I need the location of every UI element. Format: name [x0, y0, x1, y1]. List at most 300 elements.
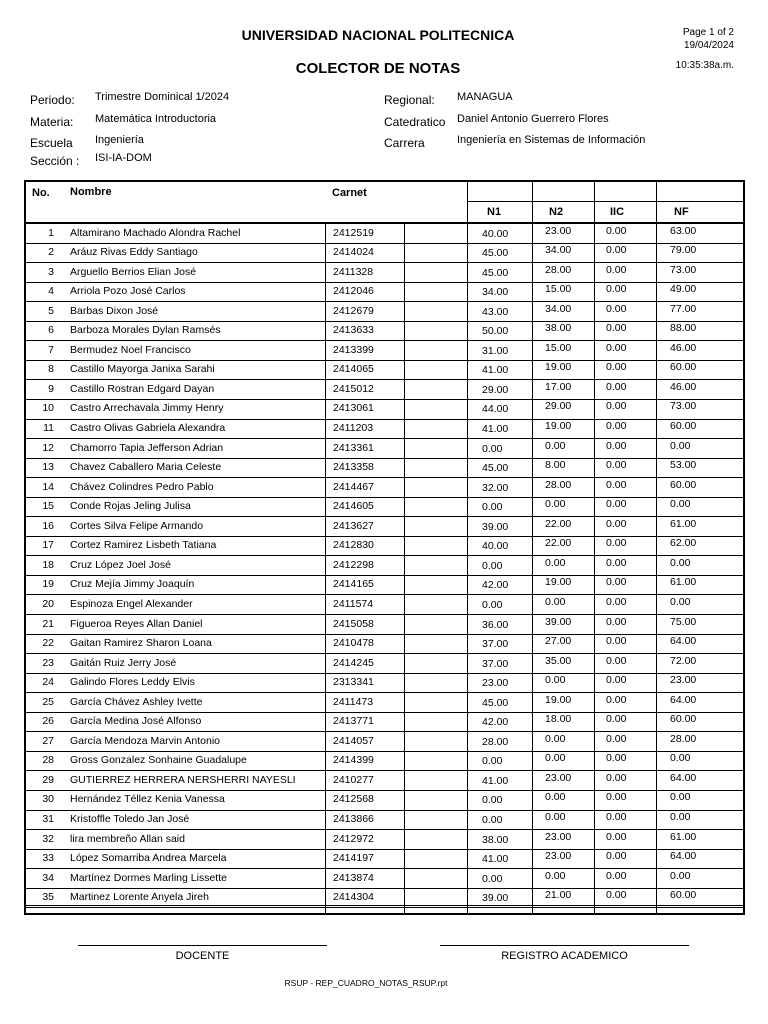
- row-divider: [24, 301, 745, 302]
- grade-nf: 79.00: [670, 244, 697, 257]
- grade-nf: 0.00: [670, 595, 691, 608]
- grade-n1: 34.00: [482, 286, 509, 299]
- column-divider: [325, 223, 326, 915]
- col-header-n2: N2: [549, 206, 564, 218]
- grade-iic: 0.00: [606, 752, 627, 765]
- row-number: 29: [42, 773, 54, 786]
- row-number: 26: [42, 715, 54, 728]
- grade-n1: 32.00: [482, 481, 509, 494]
- grade-iic: 0.00: [606, 830, 627, 843]
- grade-nf: 73.00: [670, 400, 697, 413]
- student-carnet: 2413361: [333, 441, 374, 454]
- carrera-label: Carrera: [384, 136, 425, 150]
- row-divider: [24, 379, 745, 380]
- row-number: 1: [48, 226, 54, 239]
- catedratico-label: Catedratico: [384, 115, 446, 129]
- grade-n1: 0.00: [482, 598, 503, 611]
- table-border-top: [24, 180, 745, 182]
- student-name: Cruz López Joel José: [70, 558, 171, 571]
- row-number: 12: [42, 441, 54, 454]
- row-number: 30: [42, 793, 54, 806]
- grade-nf: 64.00: [670, 771, 697, 784]
- row-divider: [24, 731, 745, 732]
- student-carnet: 2415012: [333, 382, 374, 395]
- student-carnet: 2414605: [333, 500, 374, 513]
- grade-iic: 0.00: [606, 283, 627, 296]
- row-number: 22: [42, 637, 54, 650]
- student-carnet: 2412830: [333, 539, 374, 552]
- grade-n1: 43.00: [482, 305, 509, 318]
- grade-nf: 0.00: [670, 498, 691, 511]
- grade-n2: 21.00: [545, 889, 572, 902]
- student-name: Figueroa Reyes Allan Daniel: [70, 617, 203, 630]
- row-divider: [24, 829, 745, 830]
- grade-iic: 0.00: [606, 322, 627, 335]
- catedratico-value: Daniel Antonio Guerrero Flores: [457, 113, 609, 125]
- grade-n2: 17.00: [545, 380, 572, 393]
- university-title: UNIVERSIDAD NACIONAL POLITECNICA: [241, 27, 515, 43]
- grade-n1: 31.00: [482, 344, 509, 357]
- row-number: 18: [42, 558, 54, 571]
- grade-iic: 0.00: [606, 537, 627, 550]
- student-carnet: 2410478: [333, 637, 374, 650]
- grade-nf: 60.00: [670, 889, 697, 902]
- student-carnet: 2411574: [333, 597, 374, 610]
- row-divider: [24, 477, 745, 478]
- row-divider: [24, 399, 745, 400]
- student-name: Galindo Flores Leddy Elvis: [70, 676, 195, 689]
- grade-n2: 0.00: [545, 869, 566, 882]
- col-header-iic: IIC: [610, 206, 625, 218]
- grade-n2: 39.00: [545, 615, 572, 628]
- student-name: Castillo Mayorga Janixa Sarahi: [70, 363, 215, 376]
- row-divider: [24, 712, 745, 713]
- grade-n1: 37.00: [482, 638, 509, 651]
- col-header-no: No.: [32, 187, 50, 199]
- row-number: 19: [42, 578, 54, 591]
- grade-n1: 41.00: [482, 774, 509, 787]
- periodo-label: Periodo:: [30, 93, 75, 107]
- row-divider: [24, 243, 745, 244]
- row-number: 35: [42, 891, 54, 904]
- report-date: 19/04/2024: [683, 40, 734, 51]
- student-name: Castillo Rostran Edgard Dayan: [70, 382, 215, 395]
- grade-n2: 34.00: [545, 244, 572, 257]
- column-divider: [656, 180, 657, 915]
- row-divider: [24, 458, 745, 459]
- grade-nf: 60.00: [670, 420, 697, 432]
- grade-iic: 0.00: [606, 498, 627, 511]
- table-n-header-divider: [467, 201, 745, 202]
- student-name: lira membreño Allan said: [70, 832, 185, 845]
- grade-n2: 27.00: [545, 635, 572, 648]
- student-carnet: 2412519: [333, 226, 374, 239]
- student-name: Espinoza Engel Alexander: [70, 597, 193, 610]
- grade-nf: 0.00: [670, 752, 691, 765]
- student-name: Arriola Pozo José Carlos: [70, 285, 186, 298]
- grade-n1: 28.00: [482, 735, 509, 748]
- row-divider: [24, 653, 745, 654]
- grade-iic: 0.00: [606, 400, 627, 413]
- grade-n1: 0.00: [482, 794, 503, 807]
- row-number: 4: [48, 285, 54, 298]
- table-border-bottom: [24, 913, 745, 915]
- grade-n2: 22.00: [545, 517, 572, 530]
- student-name: Chávez Colindres Pedro Pablo: [70, 480, 214, 493]
- grade-nf: 53.00: [670, 459, 697, 472]
- grade-n2: 23.00: [545, 830, 572, 843]
- column-divider: [532, 180, 533, 915]
- student-carnet: 2413874: [333, 871, 374, 884]
- docente-label: DOCENTE: [175, 950, 230, 962]
- row-number: 13: [42, 461, 54, 474]
- registro-signature-line: [440, 945, 689, 946]
- grade-iic: 0.00: [606, 889, 627, 902]
- grade-n2: 0.00: [545, 732, 566, 745]
- grade-iic: 0.00: [606, 811, 627, 823]
- row-number: 28: [42, 754, 54, 767]
- grade-n1: 44.00: [482, 403, 509, 416]
- row-divider: [24, 790, 745, 791]
- row-number: 7: [48, 343, 54, 356]
- grade-n1: 42.00: [482, 579, 509, 592]
- grade-n2: 19.00: [545, 361, 572, 374]
- grade-iic: 0.00: [606, 674, 627, 687]
- grade-n2: 28.00: [545, 478, 572, 491]
- student-carnet: 2413627: [333, 519, 374, 532]
- grade-n1: 0.00: [482, 872, 503, 885]
- grade-iic: 0.00: [606, 302, 627, 315]
- grade-n2: 34.00: [545, 302, 572, 315]
- grade-n1: 23.00: [482, 677, 509, 690]
- row-divider: [24, 907, 745, 908]
- row-divider: [24, 849, 745, 850]
- grade-nf: 0.00: [670, 869, 691, 882]
- grade-n2: 0.00: [545, 674, 566, 687]
- row-divider: [24, 770, 745, 771]
- grade-n2: 8.00: [545, 459, 566, 472]
- row-divider: [24, 516, 745, 517]
- row-divider: [24, 438, 745, 439]
- student-name: Kristoffle Toledo Jan José: [70, 813, 190, 825]
- row-number: 20: [42, 597, 54, 610]
- student-name: Barboza Morales Dylan Ramsés: [70, 324, 221, 337]
- grade-nf: 88.00: [670, 322, 697, 335]
- student-carnet: 2411328: [333, 265, 374, 278]
- grade-n2: 0.00: [545, 498, 566, 511]
- grade-n2: 23.00: [545, 224, 572, 237]
- student-name: Arguello Berrios Elian José: [70, 265, 197, 278]
- grade-iic: 0.00: [606, 595, 627, 608]
- student-name: Cortes Silva Felipe Armando: [70, 519, 204, 532]
- grade-n1: 41.00: [482, 853, 509, 866]
- student-name: Cruz Mejía Jimmy Joaquín: [70, 578, 195, 591]
- student-carnet: 2313341: [333, 676, 374, 689]
- periodo-value: Trimestre Dominical 1/2024: [95, 91, 230, 103]
- row-number: 11: [43, 422, 54, 434]
- row-number: 32: [42, 832, 54, 845]
- student-carnet: 2413358: [333, 461, 374, 474]
- row-divider: [24, 536, 745, 537]
- grade-nf: 62.00: [670, 537, 697, 550]
- grade-n2: 35.00: [545, 654, 572, 667]
- col-header-carnet: Carnet: [332, 187, 367, 199]
- student-name: Aráuz Rivas Eddy Santiago: [70, 246, 198, 259]
- row-number: 23: [42, 656, 54, 669]
- student-name: Chamorro Tapia Jefferson Adrian: [70, 441, 224, 454]
- grade-iic: 0.00: [606, 791, 627, 804]
- grade-nf: 75.00: [670, 615, 697, 628]
- row-number: 14: [42, 480, 54, 493]
- table-header-divider: [24, 222, 745, 224]
- grade-n2: 19.00: [545, 420, 572, 432]
- student-carnet: 2411203: [333, 422, 374, 434]
- row-number: 24: [42, 676, 54, 689]
- seccion-value: ISI-IA-DOM: [95, 152, 152, 164]
- row-divider: [24, 262, 745, 263]
- student-name: Gaitán Ruiz Jerry José: [70, 656, 177, 669]
- row-number: 27: [42, 734, 54, 747]
- grade-nf: 72.00: [670, 654, 697, 667]
- row-divider: [24, 810, 745, 811]
- grade-iic: 0.00: [606, 341, 627, 354]
- student-name: Altamirano Machado Alondra Rachel: [70, 226, 241, 239]
- row-divider: [24, 555, 745, 556]
- grade-n1: 38.00: [482, 833, 509, 846]
- docente-signature-line: [78, 945, 327, 946]
- grade-nf: 28.00: [670, 732, 697, 745]
- row-number: 31: [42, 813, 54, 825]
- grades-table: [24, 180, 745, 915]
- grade-n2: 23.00: [545, 850, 572, 863]
- grade-iic: 0.00: [606, 635, 627, 648]
- table-border-right: [743, 180, 745, 915]
- materia-value: Matemática Introductoria: [95, 113, 217, 125]
- grade-nf: 64.00: [670, 635, 697, 648]
- row-divider: [24, 634, 745, 635]
- row-number: 10: [42, 402, 54, 415]
- student-carnet: 2414165: [333, 578, 374, 591]
- student-carnet: 2415058: [333, 617, 374, 630]
- grade-n2: 28.00: [545, 263, 572, 276]
- student-name: GUTIERREZ HERRERA NERSHERRI NAYESLI: [70, 773, 296, 786]
- grade-nf: 63.00: [670, 224, 697, 237]
- student-carnet: 2412046: [333, 285, 374, 298]
- grade-iic: 0.00: [606, 244, 627, 257]
- grade-nf: 64.00: [670, 693, 697, 706]
- column-divider: [467, 180, 468, 915]
- row-number: 3: [48, 265, 54, 278]
- row-divider: [24, 497, 745, 498]
- grade-n2: 0.00: [545, 595, 566, 608]
- student-name: Chavez Caballero Maria Celeste: [70, 461, 222, 474]
- student-carnet: 2414399: [333, 754, 374, 767]
- grade-n1: 0.00: [482, 442, 503, 455]
- student-name: Barbas Dixon José: [70, 304, 159, 317]
- student-name: Castro Olivas Gabriela Alexandra: [70, 422, 226, 434]
- grade-n2: 19.00: [545, 693, 572, 706]
- grade-iic: 0.00: [606, 576, 627, 589]
- column-divider: [404, 223, 405, 915]
- row-number: 25: [42, 695, 54, 708]
- grade-nf: 0.00: [670, 811, 691, 823]
- student-carnet: 2411473: [333, 695, 374, 708]
- row-divider: [24, 868, 745, 869]
- report-time: 10:35:38a.m.: [675, 60, 734, 71]
- grade-iic: 0.00: [606, 850, 627, 863]
- grade-n1: 29.00: [482, 383, 509, 396]
- student-name: Gaitan Ramirez Sharon Loana: [70, 637, 212, 650]
- col-header-nombre: Nombre: [70, 186, 112, 198]
- seccion-label: Sección :: [30, 154, 80, 168]
- carrera-value: Ingeniería en Sistemas de Información: [457, 134, 646, 146]
- regional-label: Regional:: [384, 93, 435, 107]
- student-name: Castro Arrechavala Jimmy Henry: [70, 402, 224, 415]
- grade-iic: 0.00: [606, 556, 627, 569]
- student-carnet: 2412972: [333, 832, 374, 845]
- grade-n1: 0.00: [482, 755, 503, 768]
- student-carnet: 2414304: [333, 891, 374, 904]
- grade-n2: 29.00: [545, 400, 572, 413]
- grade-iic: 0.00: [606, 380, 627, 393]
- table-border-left: [24, 180, 26, 915]
- grade-iic: 0.00: [606, 517, 627, 530]
- grade-n1: 45.00: [482, 247, 509, 260]
- row-divider: [24, 673, 745, 674]
- grade-iic: 0.00: [606, 654, 627, 667]
- student-name: Gross Gonzalez Sonhaine Guadalupe: [70, 754, 247, 767]
- grade-n2: 0.00: [545, 791, 566, 804]
- row-number: 16: [42, 519, 54, 532]
- student-carnet: 2412298: [333, 558, 374, 571]
- regional-value: MANAGUA: [457, 91, 513, 103]
- row-divider: [24, 340, 745, 341]
- student-carnet: 2414057: [333, 734, 374, 747]
- grade-n2: 0.00: [545, 811, 566, 823]
- row-number: 2: [48, 246, 54, 259]
- row-number: 8: [48, 363, 54, 376]
- row-divider: [24, 282, 745, 283]
- student-carnet: 2413399: [333, 343, 374, 356]
- grade-nf: 64.00: [670, 850, 697, 863]
- row-divider: [24, 751, 745, 752]
- grade-nf: 49.00: [670, 283, 697, 296]
- escuela-value: Ingeniería: [95, 134, 144, 146]
- grade-iic: 0.00: [606, 693, 627, 706]
- column-divider: [594, 180, 595, 915]
- student-name: Cortez Ramirez Lisbeth Tatiana: [70, 539, 217, 552]
- row-divider: [24, 321, 745, 322]
- student-carnet: 2414467: [333, 480, 374, 493]
- report-file-name: RSUP - REP_CUADRO_NOTAS_RSUP.rpt: [284, 978, 448, 988]
- col-header-n1: N1: [487, 206, 502, 218]
- student-carnet: 2413866: [333, 813, 374, 825]
- row-number: 33: [42, 852, 54, 865]
- grade-nf: 61.00: [670, 517, 697, 530]
- grade-n1: 0.00: [482, 501, 503, 514]
- grade-n2: 15.00: [545, 341, 572, 354]
- grade-n2: 0.00: [545, 752, 566, 765]
- grade-n2: 0.00: [545, 439, 566, 452]
- grade-iic: 0.00: [606, 869, 627, 882]
- student-carnet: 2413771: [333, 715, 374, 728]
- grade-nf: 0.00: [670, 791, 691, 804]
- grade-n1: 36.00: [482, 618, 509, 631]
- student-carnet: 2410277: [333, 773, 374, 786]
- student-name: García Medina José Alfonso: [70, 715, 202, 728]
- student-name: García Mendoza Marvin Antonio: [70, 734, 220, 747]
- grade-n2: 19.00: [545, 576, 572, 589]
- row-divider: [24, 419, 745, 420]
- student-name: García Chávez Ashley Ivette: [70, 695, 203, 708]
- grade-n1: 39.00: [482, 892, 509, 905]
- grade-n2: 15.00: [545, 283, 572, 296]
- grade-iic: 0.00: [606, 439, 627, 452]
- student-carnet: 2414065: [333, 363, 374, 376]
- student-carnet: 2413061: [333, 402, 374, 415]
- grade-n1: 50.00: [482, 325, 509, 338]
- grade-nf: 77.00: [670, 302, 697, 315]
- grade-n1: 45.00: [482, 462, 509, 475]
- grade-iic: 0.00: [606, 771, 627, 784]
- student-name: Bermudez Noel Francisco: [70, 343, 191, 356]
- grade-nf: 60.00: [670, 713, 697, 726]
- grade-iic: 0.00: [606, 732, 627, 745]
- row-divider: [24, 614, 745, 615]
- registro-label: REGISTRO ACADEMICO: [501, 950, 628, 962]
- grade-n1: 0.00: [482, 559, 503, 572]
- row-number: 21: [42, 617, 54, 630]
- student-name: Martinez Lorente Anyela Jireh: [70, 891, 209, 904]
- row-number: 6: [48, 324, 54, 337]
- grade-n1: 39.00: [482, 520, 509, 533]
- student-carnet: 2414197: [333, 852, 374, 865]
- grade-n1: 45.00: [482, 696, 509, 709]
- grade-iic: 0.00: [606, 224, 627, 237]
- grade-iic: 0.00: [606, 459, 627, 472]
- row-number: 5: [48, 304, 54, 317]
- row-divider: [24, 594, 745, 595]
- grade-nf: 0.00: [670, 439, 691, 452]
- row-divider: [24, 575, 745, 576]
- grade-nf: 73.00: [670, 263, 697, 276]
- student-carnet: 2412568: [333, 793, 374, 806]
- grade-nf: 60.00: [670, 478, 697, 491]
- escuela-label: Escuela: [30, 136, 73, 150]
- student-name: Martínez Dormes Marling Lissette: [70, 871, 227, 884]
- row-number: 17: [42, 539, 54, 552]
- student-name: Conde Rojas Jeling Julisa: [70, 500, 191, 513]
- grade-iic: 0.00: [606, 615, 627, 628]
- grade-n1: 40.00: [482, 540, 509, 553]
- row-number: 15: [42, 500, 54, 513]
- col-header-nf: NF: [674, 206, 689, 218]
- grade-iic: 0.00: [606, 361, 627, 374]
- student-carnet: 2414024: [333, 246, 374, 259]
- grade-n1: 41.00: [482, 364, 509, 377]
- grade-n1: 37.00: [482, 657, 509, 670]
- grade-nf: 61.00: [670, 830, 697, 843]
- grade-nf: 60.00: [670, 361, 697, 374]
- grade-n1: 41.00: [482, 423, 509, 435]
- page-info: [683, 26, 734, 52]
- grade-n2: 38.00: [545, 322, 572, 335]
- grade-nf: 61.00: [670, 576, 697, 589]
- student-name: Hernández Téllez Kenia Vanessa: [70, 793, 225, 806]
- row-divider: [24, 360, 745, 361]
- student-carnet: 2412679: [333, 304, 374, 317]
- grade-nf: 23.00: [670, 674, 697, 687]
